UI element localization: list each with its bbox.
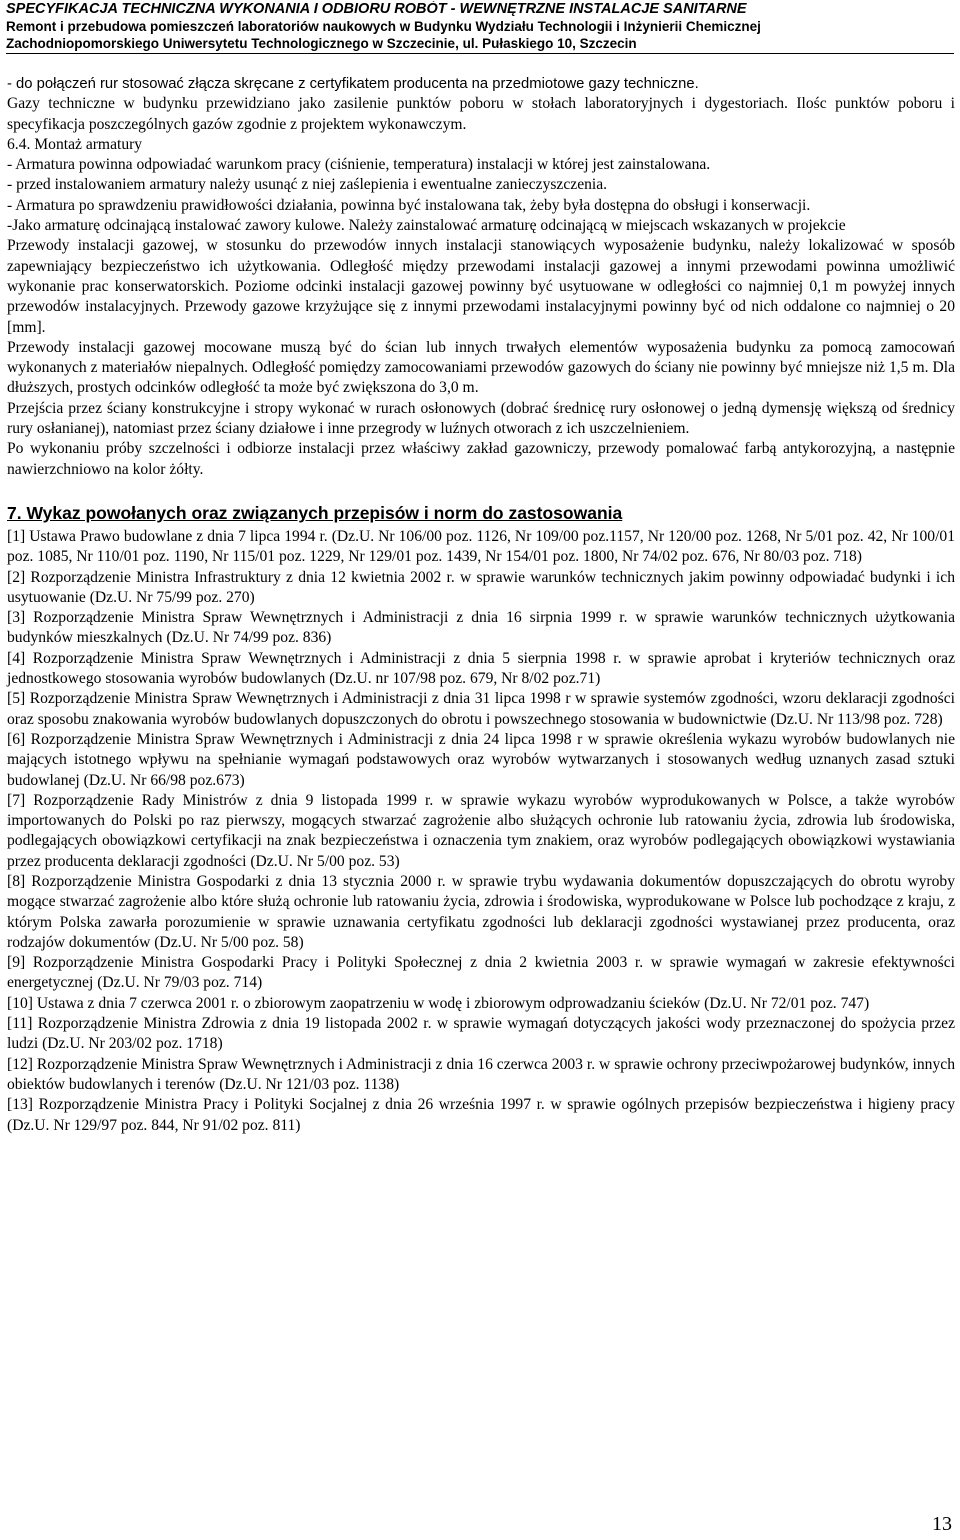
section-title: 7. Wykaz powołanych oraz związanych przepisów i norm do zastosowania (7, 502, 623, 523)
reference-item: [9] Rozporządzenie Ministra Gospodarki Pracy i Polityki Społecznej z dnia 2 kwietnia 2003 r. w sprawie wymagań w zakresie efektywności energetycznej (Dz.U. Nr 79/03 poz. 714) (7, 954, 955, 992)
paragraph: - Armatura powinna odpowiadać warunkom pracy (ciśnienie, temperatura) instalacji w której jest zainstalowana. (7, 156, 711, 174)
reference-item: [10] Ustawa z dnia 7 czerwca 2001 r. o zbiorowym zaopatrzeniu w wodę i zbiorowym odprowadzaniu ścieków (Dz.U. Nr 72/01 poz. 747) (7, 994, 870, 1012)
reference-item: [4] Rozporządzenie Ministra Spraw Wewnętrznych i Administracji z dnia 5 sierpnia 1998 r. w sprawie aprobat i kryteriów technicznych oraz jednostkowego stosowania wyrobów budowlanych (Dz.U. nr 107/98 poz. 679, Nr 8/02 poz.71) (7, 649, 955, 688)
references-list (7, 527, 955, 1136)
reference-item: [3] Rozporządzenie Ministra Spraw Wewnętrznych i Administracji z dnia 16 sirpnia 1999 r. w sprawie warunków technicznych użytkowania budynków mieszkalnych (Dz.U. Nr 74/99 poz. 836) (7, 609, 955, 647)
header-project: Remont i przebudowa pomieszczeń laboratoriów naukowych w Budynku Wydziału Technologii i Inżynierii Chemicznej (6, 19, 761, 34)
page-header (6, 1, 954, 54)
reference-item: [11] Rozporządzenie Ministra Zdrowia z dnia 19 listopada 2002 r. w sprawie wymagań dotyczących jakości wody przeznaczonej do spożycia przez ludzi (Dz.U. Nr 203/02 poz. 1718) (7, 1015, 955, 1053)
paragraph: Przewody instalacji gazowej, w stosunku do przewodów innych instalacji stanowiących wyposażenie budynku, należy lokalizować w sposób zapewniający bezpieczeństwo ich użytkowania. Odległość między przewodami instalacji gazowej a innymi przewodami powinna umożliwić wykonanie prac konserwatorskich. Poziome odcinki instalacji gazowej powinny być usytuowane w odległości co najmniej 0,1 m powyżej innych przewodów instalacyjnych. Przewody gazowe krzyżujące się z innymi przewodami instalacyjnymi powinny być od nich oddalone co najmniej o 20 [mm]. (7, 237, 955, 336)
paragraph: - przed instalowaniem armatury należy usunąć z niej zaślepienia i ewentualne zanieczyszczenia. (7, 176, 608, 194)
header-address: Zachodniopomorskiego Uniwersytetu Technologicznego w Szczecinie, ul. Pułaskiego 10, Szczecin (6, 36, 637, 51)
paragraph: Przewody instalacji gazowej mocowane muszą być do ścian lub innych trwałych elementów wyposażenia budynku za pomocą zamocowań wykonanych z materiałów niepalnych. Odległość pomiędzy zamocowaniami przewodów gazowych do ściany nie powinny być mniejsze niż 1,5 m. Dla dłuższych, prostych odcinków odległość ta może być zwiększona do 3,0 m. (7, 338, 955, 397)
paragraph: Gazy techniczne w budynku przewidziano jako zasilenie punktów poboru w stołach laboratoryjnych i dygestoriach. Ilośc punktów poboru i specyfikacja poszczególnych gazów zgodnie z projektem wykonawczym. (7, 95, 955, 133)
paragraph: -Jako armaturę odcinającą instalować zawory kulowe. Należy zainstalować armaturę odcinającą w miejscach wskazanych w projekcie (7, 217, 846, 235)
subsection-heading: 6.4. Montaż armatury (7, 135, 143, 153)
page-number: 13 (932, 1513, 952, 1535)
reference-item: [7] Rozporządzenie Rady Ministrów z dnia 9 listopada 1999 r. w sprawie wykazu wyrobów wyprodukowanych w Polsce, a także wyrobów importowanych do Polski po raz pierwszy, mogących stwarzać zagrożenie albo służących ochronie lub ratowaniu życia, zdrowia lub środowiska, podlegających obowiązkowi certyfikacji na znak bezpieczeństwa i oznaczenia tym znakiem, oraz wyrobów podlegających obowiązkowi wystawiania przez producenta deklaracji zgodności (Dz.U. Nr 5/00 poz. 53) (7, 791, 955, 870)
paragraph: - Armatura po sprawdzeniu prawidłowości działania, powinna być instalowana tak, żeby była dostępna do obsługi i konserwacji. (7, 196, 811, 214)
paragraph: - do połączeń rur stosować złącza skręcane z certyfikatem producenta na przedmiotowe gazy techniczne. (7, 76, 699, 92)
document-body (7, 74, 955, 1136)
reference-item: [5] Rozporządzenie Ministra Spraw Wewnętrznych i Administracji z dnia 31 lipca 1998 r w sprawie systemów zgodności, wzoru deklaracji zgodności oraz sposobu znakowania wyrobów budowlanych dopuszczonych do obrotu i powszechnego stosowania w budownictwie (Dz.U. Nr 113/98 poz. 728) (7, 690, 955, 728)
reference-item: [12] Rozporządzenie Ministra Spraw Wewnętrznych i Administracji z dnia 16 czerwca 2003 r. w sprawie ochrony przeciwpożarowej budynków, innych obiektów budowlanych i terenów (Dz.U. Nr 121/03 poz. 1138) (7, 1055, 955, 1093)
reference-item: [2] Rozporządzenie Ministra Infrastruktury z dnia 12 kwietnia 2002 r. w sprawie warunków technicznych jakim powinny odpowiadać budynki i ich usytuowanie (Dz.U. Nr 75/99 poz. 270) (7, 568, 955, 606)
header-title: SPECYFIKACJA TECHNICZNA WYKONANIA I ODBIORU ROBÓT - WEWNĘTRZNE INSTALACJE SANITARNE (6, 1, 747, 17)
paragraph: Po wykonaniu próby szczelności i odbiorze instalacji przez właściwy zakład gazowniczy, przewody pomalować farbą antykorozyjną, a następnie nawierzchniowo na kolor żółty. (7, 440, 955, 478)
reference-item: [8] Rozporządzenie Ministra Gospodarki z dnia 13 stycznia 2000 r. w sprawie trybu wydawania dokumentów dopuszczających do obrotu wyroby mogące stwarzać zagrożenie albo które służą ochronie lub ratowaniu życia, zdrowia i środowiska, wyprodukowane w Polsce lub pochodzące z kraju, z którym Polska zawarła porozumienie w sprawie uznawania certyfikatu zgodności lub deklaracji zgodności wystawianej przez producenta, oraz rodzajów dokumentów (Dz.U. Nr 5/00 poz. 58) (7, 872, 955, 951)
reference-item: [1] Ustawa Prawo budowlane z dnia 7 lipca 1994 r. (Dz.U. Nr 106/00 poz. 1126, Nr 109/00 poz.1157, Nr 120/00 poz. 1268, Nr 5/01 poz. 42, Nr 100/01 poz. 1085, Nr 110/01 poz. 1190, Nr 115/01 poz. 1229, Nr 129/01 poz. 1439, Nr 154/01 poz. 1800, Nr 74/02 poz. 676, Nr 80/03 poz. 718) (7, 527, 955, 566)
reference-item: [13] Rozporządzenie Ministra Pracy i Polityki Socjalnej z dnia 26 września 1997 r. w sprawie ogólnych przepisów bezpieczeństwa i higieny pracy (Dz.U. Nr 129/97 poz. 844, Nr 91/02 poz. 811) (7, 1096, 955, 1134)
reference-item: [6] Rozporządzenie Ministra Spraw Wewnętrznych i Administracji z dnia 24 lipca 1998 r w sprawie określenia wykazu wyrobów budowlanych nie mających istotnego wpływu na spełnianie wymagań podstawowych oraz wyrobów wytwarzanych i stosowanych według uznanych zasad sztuki budowlanej (Dz.U. Nr 66/98 poz.673) (7, 730, 955, 789)
paragraph: Przejścia przez ściany konstrukcyjne i stropy wykonać w rurach osłonowych (dobrać średnicę rury osłonowej o jedną dymensję większą od średnicy rury osłanianej), natomiast przez ściany działowe i inne przegrody w luźnych otworach z ich uszczelnieniem. (7, 399, 955, 438)
